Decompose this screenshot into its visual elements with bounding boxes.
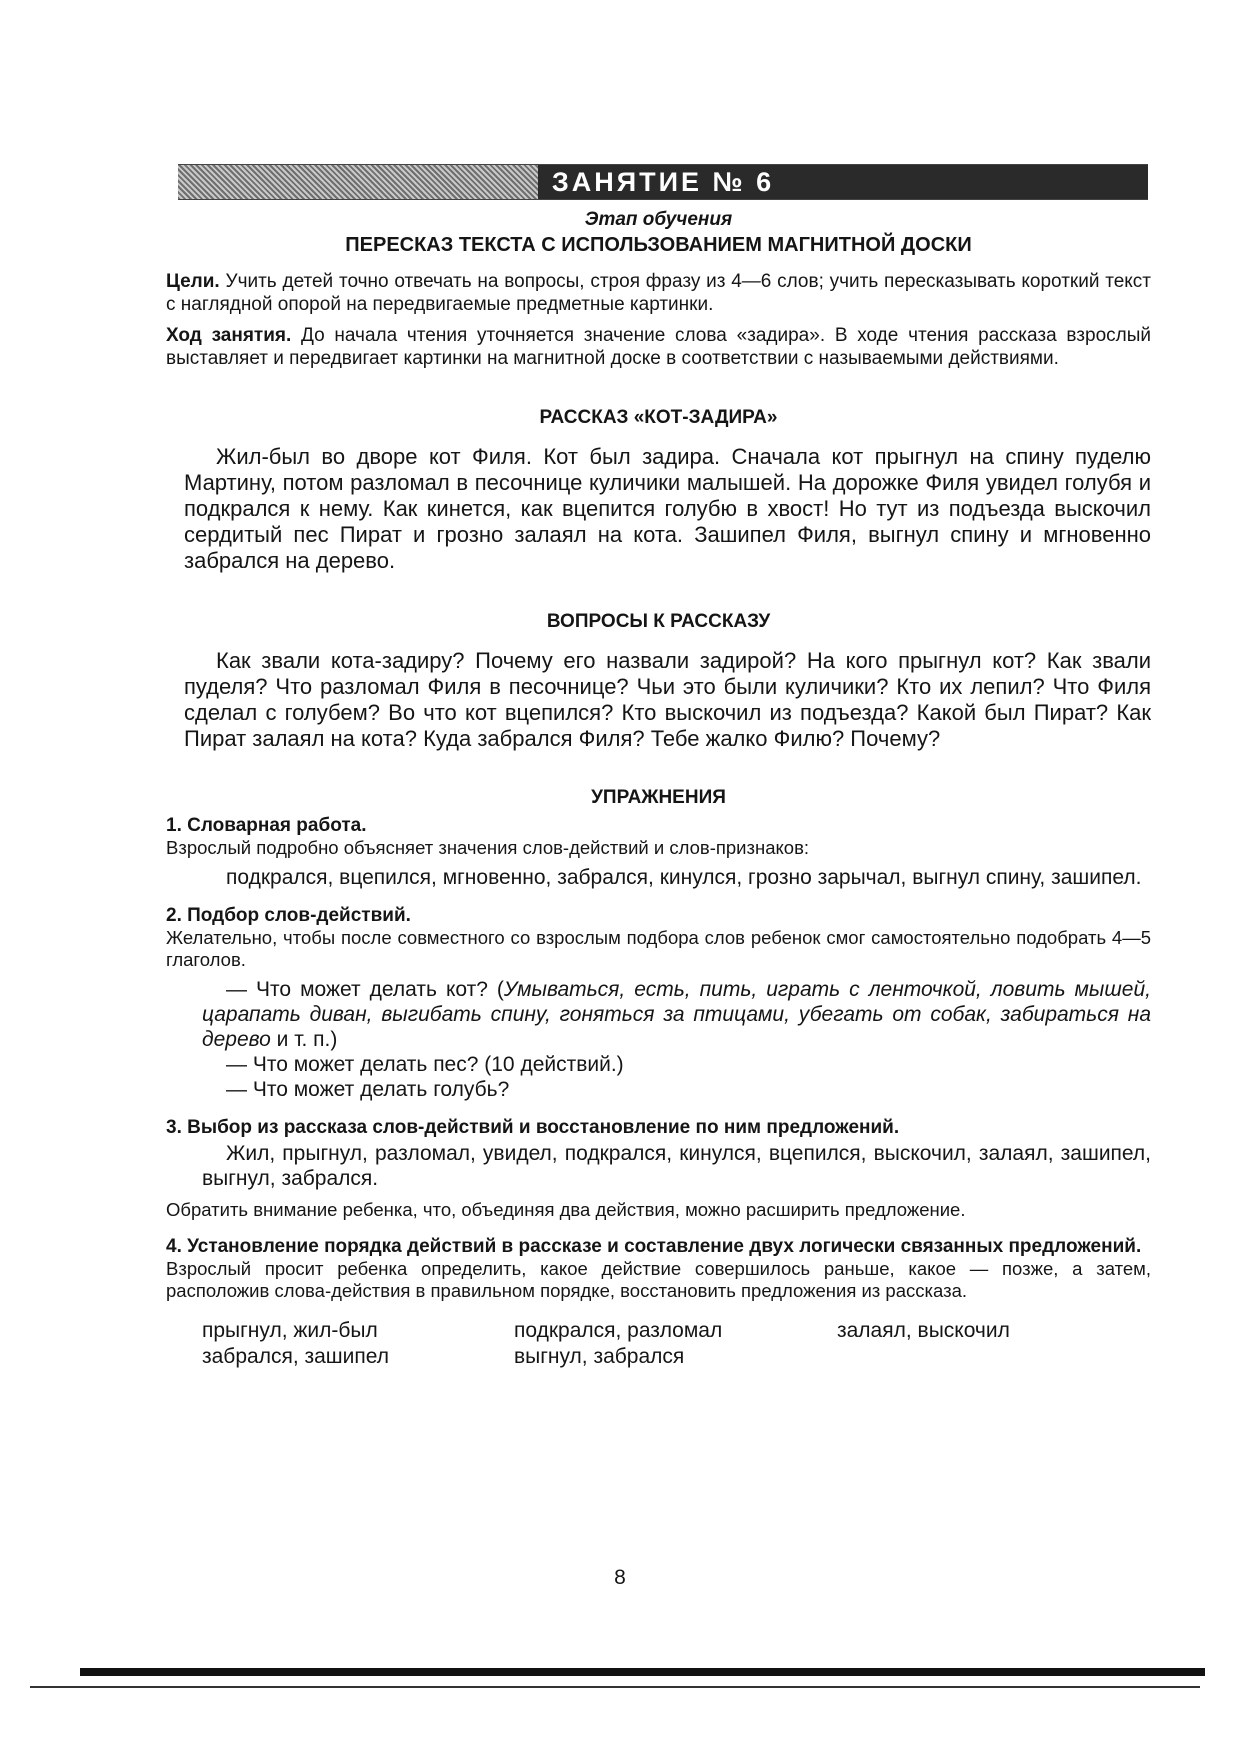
main-heading: ПЕРЕСКАЗ ТЕКСТА С ИСПОЛЬЗОВАНИЕМ МАГНИТНОЙ ДОСКИ bbox=[345, 234, 972, 256]
footer-rule-thin bbox=[30, 1686, 1200, 1688]
exercise-4-title: 4. Установление порядка действий в рассказе и составление двух логически связанных предложений. bbox=[166, 1236, 1142, 1257]
word-pair-column bbox=[202, 1318, 514, 1370]
word-pair: выгнул, забрался bbox=[514, 1345, 685, 1368]
exercise-1-title: 1. Словарная работа. bbox=[166, 815, 367, 836]
word-pair-column bbox=[837, 1318, 1010, 1370]
word-pair: прыгнул, жил-был bbox=[202, 1319, 378, 1342]
goals-label: Цели. bbox=[166, 271, 220, 292]
goals-text: Учить детей точно отвечать на вопросы, строя фразу из 4—6 слов; учить пересказывать короткий текст с наглядной опорой на передвигаемые предметные картинки. bbox=[166, 271, 1152, 315]
page-number: 8 bbox=[614, 1566, 626, 1589]
exercise-4 bbox=[166, 1235, 1151, 1370]
exercise-2-question-pigeon: — Что может делать голубь? bbox=[226, 1078, 510, 1101]
exercise-1-words: подкрался, вцепился, мгновенно, забрался, кинулся, грозно зарычал, выгнул спину, зашипел. bbox=[226, 866, 1142, 889]
exercise-3-words: Жил, прыгнул, разломал, увидел, подкрался, кинулся, вцепился, выскочил, залаял, зашипел, выгнул, забрался. bbox=[202, 1142, 1151, 1190]
word-pairs bbox=[166, 1318, 1151, 1370]
exercise-2-question-dog: — Что может делать пес? (10 действий.) bbox=[226, 1053, 624, 1076]
exercise-1 bbox=[166, 814, 1151, 890]
exercise-1-text: Взрослый подробно объясняет значения слов-действий и слов-признаков: bbox=[166, 837, 810, 858]
exercise-3-title: 3. Выбор из рассказа слов-действий и восстановление по ним предложений. bbox=[166, 1117, 900, 1138]
exercise-2-title: 2. Подбор слов-действий. bbox=[166, 905, 411, 926]
questions-text: Как звали кота-задиру? Почему его назвали задирой? На кого прыгнул кот? Как звали пуделя? Что разломал Филя в песочнице? Чьи это были куличики? Кто их лепил? Что Филя сделал с голубем? Во что кот вцепился? Кто выскочил из подъезда? Какой был Пират? Как Пират залаял на кота? Куда забрался Филя? Тебе жалко Филю? Почему? bbox=[184, 648, 1151, 751]
lesson-banner bbox=[178, 164, 1148, 200]
exercise-4-text: Взрослый просит ребенка определить, какое действие совершилось раньше, какое — позже, а затем, расположив слова-действия в правильном порядке, восстановить предложения из рассказа. bbox=[166, 1258, 1151, 1301]
exercise-2 bbox=[166, 904, 1151, 1102]
word-pair: залаял, выскочил bbox=[837, 1319, 1010, 1342]
stage-label: Этап обучения bbox=[584, 209, 733, 230]
q1-prefix: — Что может делать кот? ( bbox=[226, 978, 504, 1001]
word-pair-column bbox=[514, 1318, 837, 1370]
questions-heading: ВОПРОСЫ К РАССКАЗУ bbox=[546, 611, 771, 632]
exercise-3 bbox=[166, 1116, 1151, 1221]
q1-answers: Умываться, есть, пить, играть с ленточкой, ловить мышей, царапать диван, выгибать спину, гоняться за птицами, убегать от собак, забираться на дерево bbox=[202, 978, 1151, 1051]
content bbox=[166, 208, 1151, 1370]
procedure-paragraph bbox=[166, 324, 1151, 370]
word-pair: забрался, зашипел bbox=[202, 1345, 389, 1368]
procedure-label: Ход занятия. bbox=[166, 325, 292, 346]
exercise-2-text: Желательно, чтобы после совместного со взрослым подбора слов ребенок смог самостоятельно подобрать 4—5 глаголов. bbox=[166, 927, 1151, 970]
story-heading: РАССКАЗ «КОТ-ЗАДИРА» bbox=[539, 407, 778, 428]
q1-suffix: и т. п.) bbox=[270, 1028, 338, 1051]
word-pair: подкрался, разломал bbox=[514, 1319, 723, 1342]
lesson-title: ЗАНЯТИЕ № 6 bbox=[551, 167, 775, 197]
procedure-text: До начала чтения уточняется значение слова «задира». В ходе чтения рассказа взрослый выставляет и передвигает картинки на магнитной доске в соответствии с называемыми действиями. bbox=[166, 325, 1151, 369]
exercise-2-question-cat bbox=[166, 977, 1151, 1052]
story-text: Жил-был во дворе кот Филя. Кот был задира. Сначала кот прыгнул на спину пуделю Мартину, потом разломал в песочнице куличики малышей. На дорожке Филя увидел голубя и подкрался к нему. Как кинется, как вцепится голубю в хвост! Но тут из подъезда выскочил сердитый пес Пират и грозно залаял на кота. Зашипел Филя, выгнул спину и мгновенно забрался на дерево. bbox=[184, 444, 1151, 573]
exercises-heading: УПРАЖНЕНИЯ bbox=[591, 787, 726, 808]
exercise-3-text: Обратить внимание ребенка, что, объединяя два действия, можно расширить предложение. bbox=[166, 1199, 966, 1220]
goals-paragraph bbox=[166, 270, 1151, 316]
footer-rule bbox=[80, 1668, 1205, 1676]
